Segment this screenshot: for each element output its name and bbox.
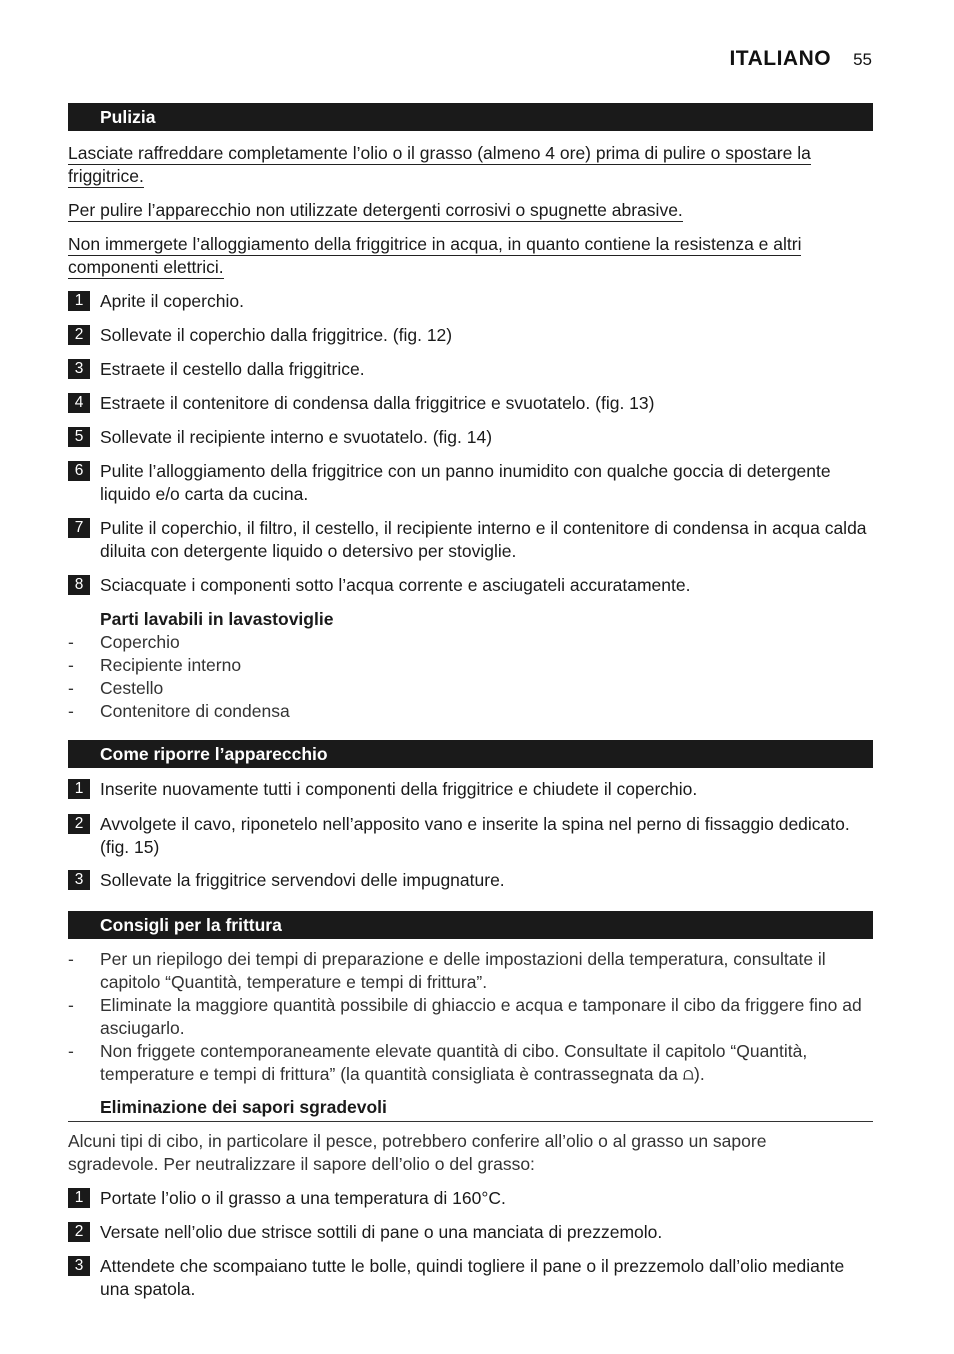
page-header bbox=[729, 47, 872, 71]
step-text: Pulite il coperchio, il filtro, il cestello, il recipiente interno e il contenitore di condensa in acqua calda diluita con detergente liquido o detersivo per stoviglie. bbox=[100, 518, 867, 561]
step-number: 1 bbox=[68, 779, 90, 799]
list-item: - Per un riepilogo dei tempi di preparazione e delle impostazioni della temperatura, consultate il capitolo “Quantità, temperature e tempi di frittura”. bbox=[68, 949, 826, 992]
warning-3: Non immergete l’alloggiamento della friggitrice in acqua, in quanto contiene la resistenza e altri componenti elettrici. bbox=[68, 234, 802, 277]
tips-list bbox=[68, 948, 874, 1086]
warning-1: Lasciate raffreddare completamente l’olio o il grasso (almeno 4 ore) prima di pulire o spostare la friggitrice. bbox=[68, 143, 811, 186]
step-number: 3 bbox=[68, 1256, 90, 1276]
step-number: 2 bbox=[68, 325, 90, 345]
page-number: 55 bbox=[853, 50, 872, 69]
list-item: - Non friggete contemporaneamente elevate quantità di cibo. Consultate il capitolo “Quantità, temperature e tempi di frittura” (la quantità consigliata è contrassegnata da ⩍). bbox=[68, 1041, 808, 1084]
dishwasher-heading: Parti lavabili in lavastoviglie bbox=[100, 609, 334, 629]
step-number: 5 bbox=[68, 427, 90, 447]
step-text: Sollevate il recipiente interno e svuotatelo. (fig. 14) bbox=[100, 427, 493, 447]
step-number: 4 bbox=[68, 393, 90, 413]
list-item: - Contenitore di condensa bbox=[68, 701, 290, 721]
step-number: 8 bbox=[68, 575, 90, 595]
step-text: Sollevate il coperchio dalla friggitrice. (fig. 12) bbox=[100, 325, 453, 345]
section-heading-riporre: Come riporre l’apparecchio bbox=[68, 740, 873, 768]
step-text: Portate l’olio o il grasso a una temperatura di 160°C. bbox=[100, 1188, 506, 1208]
step-number: 1 bbox=[68, 291, 90, 311]
section-heading-pulizia: Pulizia bbox=[68, 103, 873, 131]
step-text: Avvolgete il cavo, riponetelo nell’apposito vano e inserite la spina nel perno di fissaggio dedicato. (fig. 15) bbox=[100, 814, 850, 857]
step-text: Estraete il cestello dalla friggitrice. bbox=[100, 359, 365, 379]
step-text: Aprite il coperchio. bbox=[100, 291, 244, 311]
step-number: 2 bbox=[68, 814, 90, 834]
step-number: 1 bbox=[68, 1188, 90, 1208]
step-text: Pulite l’alloggiamento della friggitrice con un panno inumidito con qualche goccia di detergente liquido e/o carta da cucina. bbox=[100, 461, 831, 504]
list-item: - Recipiente interno bbox=[68, 655, 242, 675]
step-text: Sciacquate i componenti sotto l’acqua corrente e asciugateli accuratamente. bbox=[100, 575, 691, 595]
step-number: 3 bbox=[68, 870, 90, 890]
step-number: 3 bbox=[68, 359, 90, 379]
step-number: 2 bbox=[68, 1222, 90, 1242]
step-text: Estraete il contenitore di condensa dalla friggitrice e svuotatelo. (fig. 13) bbox=[100, 393, 655, 413]
language-label: ITALIANO bbox=[729, 47, 832, 70]
step-number: 6 bbox=[68, 461, 90, 481]
step-number: 7 bbox=[68, 518, 90, 538]
section-heading-consigli: Consigli per la frittura bbox=[68, 911, 873, 939]
list-item: - Eliminate la maggiore quantità possibile di ghiaccio e acqua e tamponare il cibo da friggere fino ad asciugarlo. bbox=[68, 995, 862, 1038]
heading-rule bbox=[68, 1121, 873, 1122]
odors-intro: Alcuni tipi di cibo, in particolare il pesce, potrebbero conferire all’olio o al grasso un sapore sgradevole. Per neutralizzare il sapore dell’olio o del grasso: bbox=[68, 1131, 767, 1174]
list-item: - Coperchio bbox=[68, 632, 180, 652]
list-item: - Cestello bbox=[68, 678, 164, 698]
odors-heading: Eliminazione dei sapori sgradevoli bbox=[100, 1097, 387, 1117]
step-text: Versate nell’olio due strisce sottili di pane o una manciata di prezzemolo. bbox=[100, 1222, 663, 1242]
step-text: Inserite nuovamente tutti i componenti della friggitrice e chiudete il coperchio. bbox=[100, 779, 698, 799]
warning-2: Per pulire l’apparecchio non utilizzate detergenti corrosivi o spugnette abrasive. bbox=[68, 200, 683, 220]
dishwasher-list bbox=[68, 631, 874, 723]
step-text: Sollevate la friggitrice servendovi delle impugnature. bbox=[100, 870, 505, 890]
step-text: Attendete che scompaiano tutte le bolle, quindi togliere il pane o il prezzemolo dall’olio mediante una spatola. bbox=[100, 1256, 845, 1299]
